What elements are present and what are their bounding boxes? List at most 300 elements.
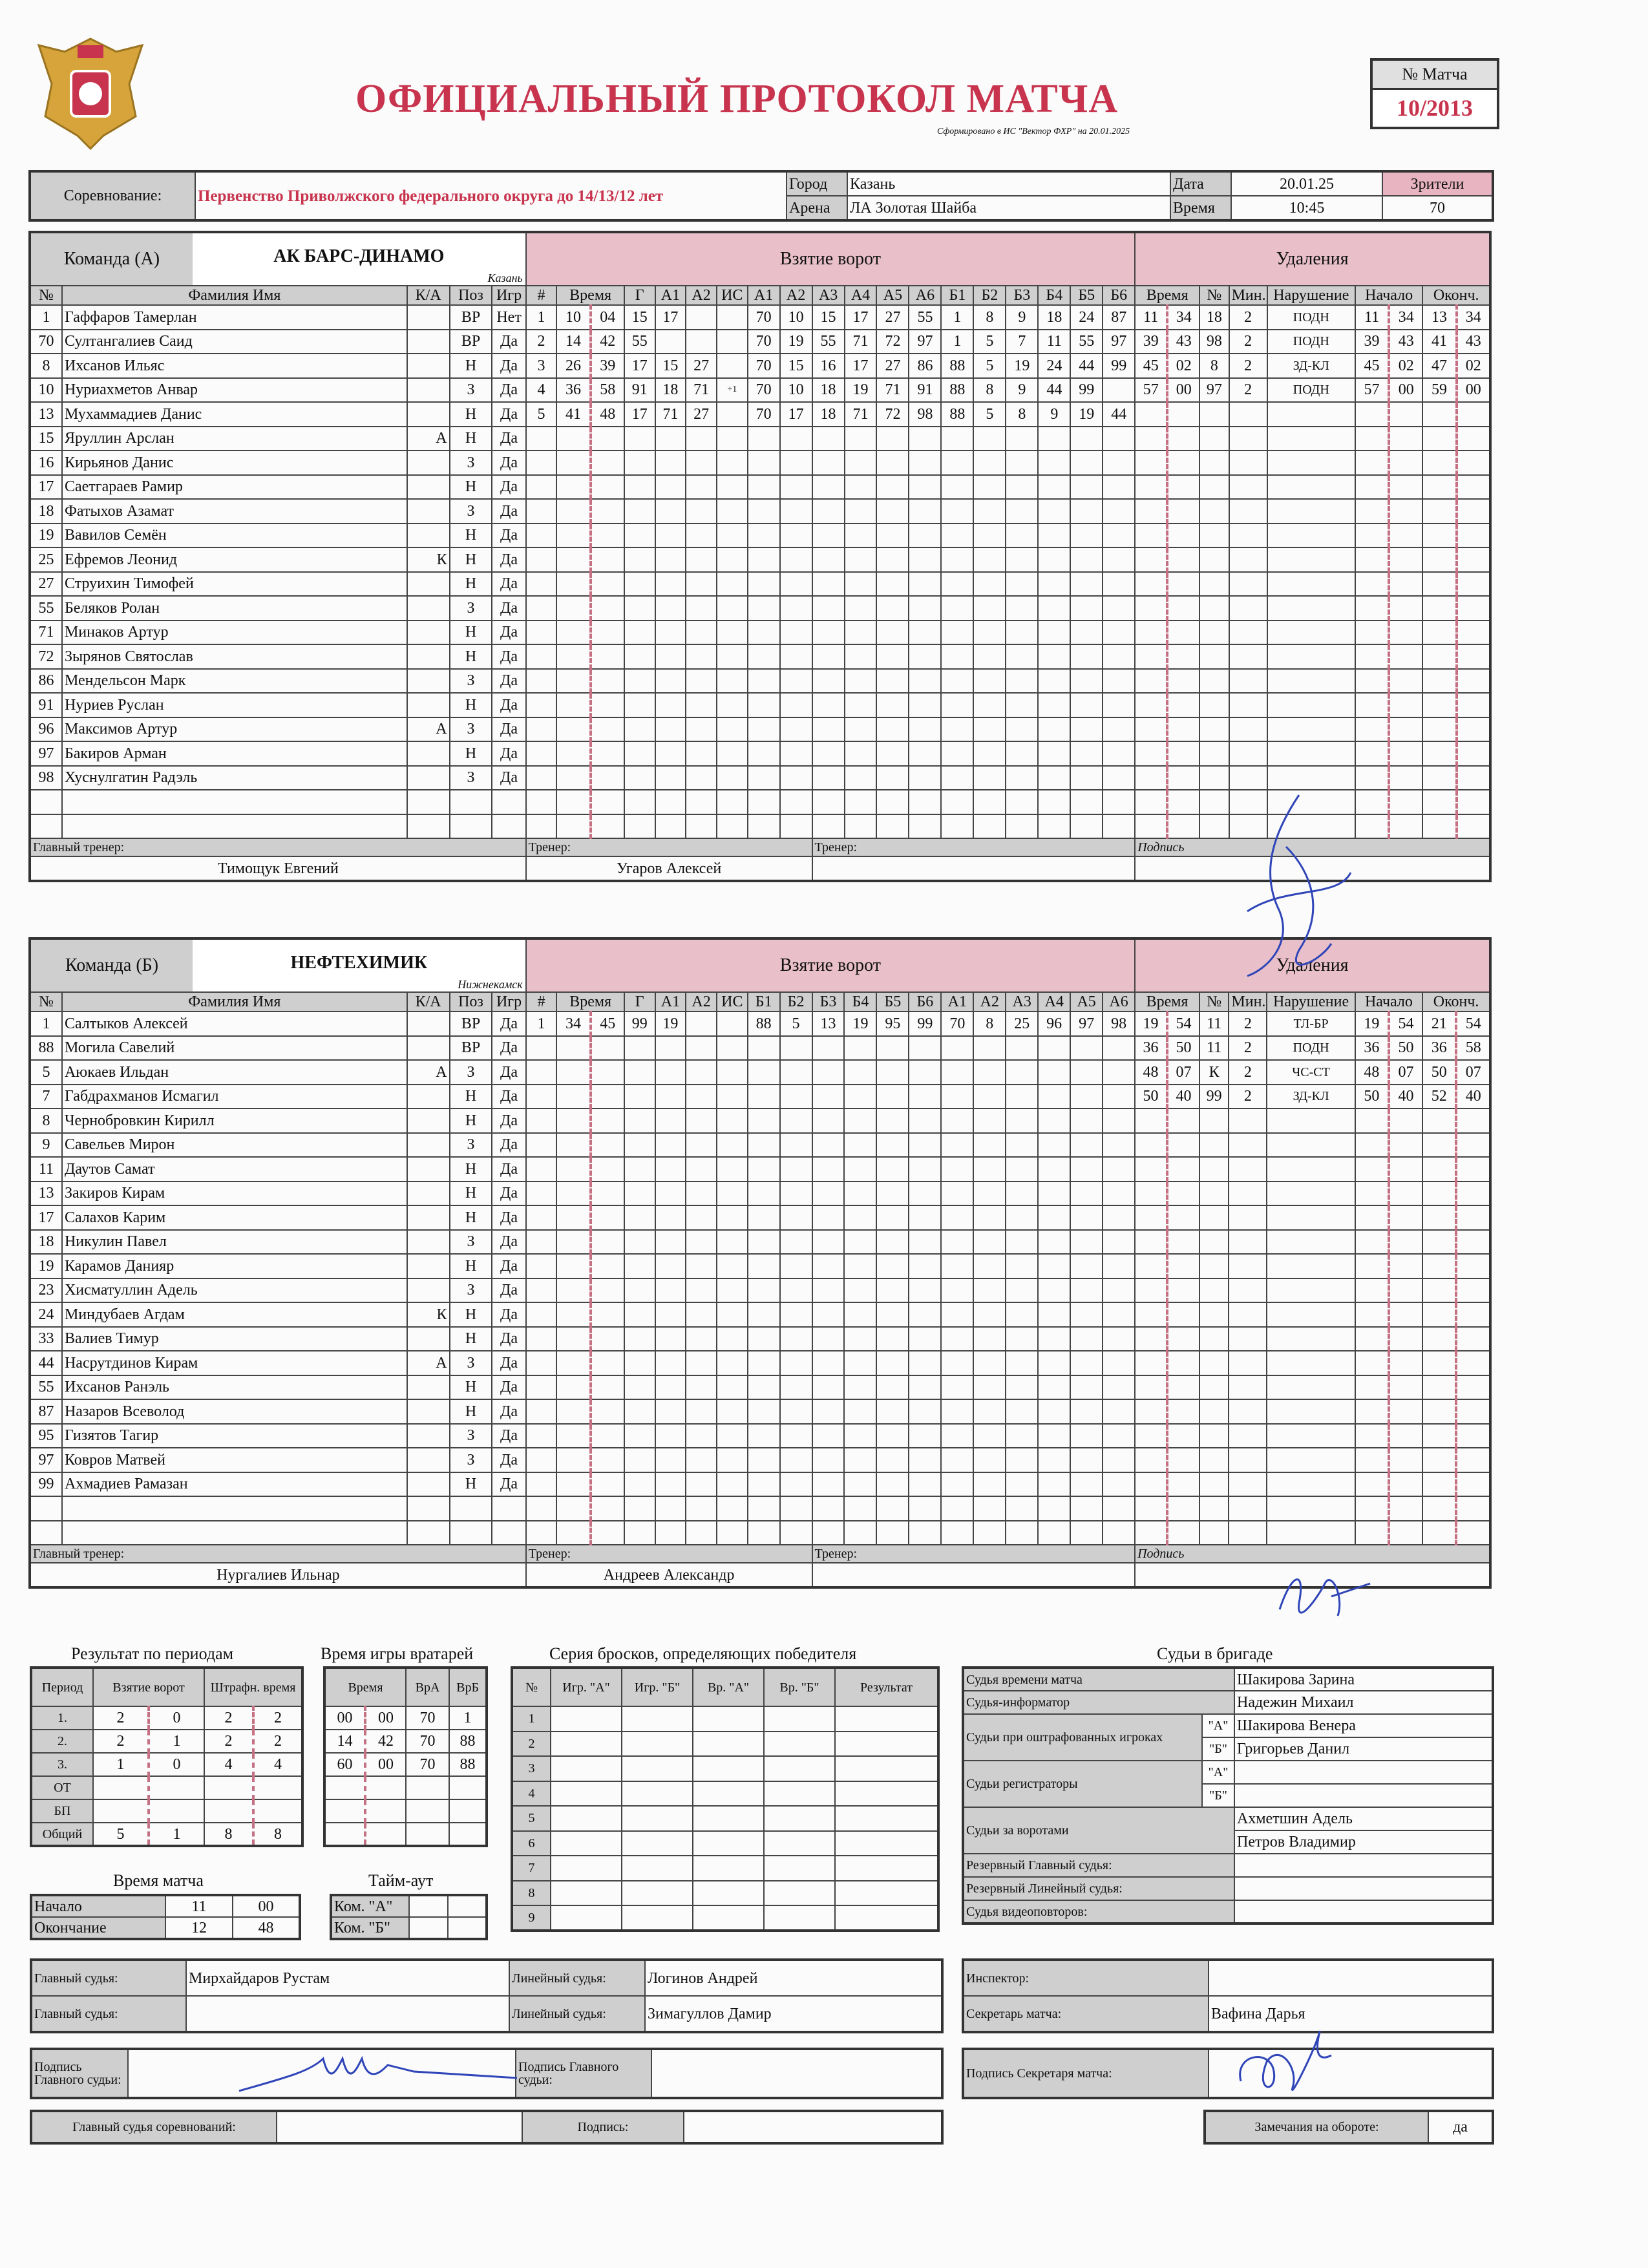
onice-player — [1038, 1036, 1070, 1061]
player-played — [492, 1521, 525, 1545]
goal-scorer — [624, 1496, 655, 1521]
goal-sec — [591, 693, 624, 717]
team_b-goals-title: Взятие ворот — [526, 938, 1135, 992]
pen-start-min: 45 — [1355, 354, 1389, 378]
player-pos: Н — [450, 1205, 492, 1230]
onice-player — [1038, 547, 1070, 572]
pen-end-min — [1422, 1424, 1456, 1448]
onice-player — [1006, 1302, 1038, 1327]
goal-scorer — [624, 1230, 655, 1255]
onice-player — [973, 1472, 1006, 1497]
onice-player — [1038, 1375, 1070, 1400]
onice-player — [1006, 1351, 1038, 1375]
col-period-goals: Взятие ворот — [93, 1668, 204, 1706]
player-number: 33 — [30, 1327, 62, 1351]
pen-code: ЗД-КЛ — [1267, 1085, 1355, 1109]
onice-player — [941, 1085, 973, 1109]
pen-sec — [1167, 1496, 1199, 1521]
player-name: Карамов Данияр — [62, 1254, 407, 1278]
goal-scorer — [624, 1302, 655, 1327]
onice-player — [812, 1133, 845, 1158]
informer-label: Судья-информатор — [963, 1691, 1234, 1714]
goal-situation — [717, 1424, 748, 1448]
pen-minutes — [1229, 1108, 1267, 1133]
goal-num — [526, 572, 557, 597]
goal-num — [526, 717, 557, 742]
goal-num — [526, 1278, 557, 1303]
competition-name: Первенство Приволжского федерального округа до 14/13/12 лет — [195, 171, 787, 220]
pen-start-sec — [1389, 1254, 1422, 1278]
pen-min — [1135, 1108, 1167, 1133]
period-row — [31, 1753, 302, 1776]
goal-min — [556, 1424, 590, 1448]
goal-situation — [717, 1302, 748, 1327]
pen-code — [1267, 402, 1355, 427]
onice-player — [1006, 741, 1038, 766]
onice-player — [748, 814, 780, 839]
goal-min — [556, 1182, 590, 1206]
player-ka — [407, 1496, 450, 1521]
onice-player — [1070, 547, 1103, 572]
timeout-b-label: Ком. "Б" — [331, 1917, 409, 1939]
onice-player — [780, 1278, 812, 1303]
goal-sec — [591, 1399, 624, 1424]
pen-minutes — [1229, 1399, 1267, 1424]
onice-player — [748, 572, 780, 597]
onice-player — [748, 1496, 780, 1521]
onice-player — [844, 1399, 876, 1424]
onice-player — [812, 1205, 845, 1230]
onice-player — [812, 1302, 845, 1327]
player-name: Миндубаев Агдам — [62, 1302, 407, 1327]
player-pos: Н — [450, 354, 492, 378]
player-pos: Н — [450, 1085, 492, 1109]
goal-a2 — [686, 1230, 717, 1255]
onice-player — [1006, 1496, 1038, 1521]
pen-minutes — [1229, 1302, 1267, 1327]
table-row — [30, 717, 1490, 742]
onice-player — [1038, 1133, 1070, 1158]
onice-player — [876, 717, 909, 742]
signature-main-referee — [233, 2046, 530, 2104]
goal-situation — [717, 1133, 748, 1158]
pen-sec — [1167, 1424, 1199, 1448]
player-ka: К — [407, 1302, 450, 1327]
table-row — [30, 1448, 1490, 1472]
goal-a1 — [655, 1521, 686, 1545]
player-pos: З — [450, 1278, 492, 1303]
pen-sec — [1167, 620, 1199, 645]
player-pos: Н — [450, 693, 492, 717]
goalie-a — [406, 1776, 449, 1799]
goal-a2: 71 — [686, 378, 717, 403]
onice-player — [1103, 427, 1135, 451]
goal-scorer — [624, 475, 655, 500]
period-goals-a: 1 — [93, 1753, 149, 1776]
onice-player — [1103, 741, 1135, 766]
pen-code — [1267, 1108, 1355, 1133]
pen-min — [1135, 1205, 1167, 1230]
goal-a2 — [686, 596, 717, 620]
goalie-min: 00 — [324, 1706, 365, 1730]
goal-sec — [591, 1448, 624, 1472]
onice-player — [1070, 1399, 1103, 1424]
table-row — [30, 1254, 1490, 1278]
table-row — [30, 547, 1490, 572]
goalie-sec — [365, 1823, 406, 1846]
pen-minutes: 2 — [1229, 1036, 1267, 1061]
onice-player — [812, 620, 845, 645]
onice-player — [909, 766, 941, 790]
onice-player — [876, 427, 909, 451]
pen-start-min — [1355, 547, 1389, 572]
onice-player — [876, 1278, 909, 1303]
player-name: Нуриахметов Анвар — [62, 378, 407, 403]
pen-start-sec — [1389, 1205, 1422, 1230]
player-played: Да — [492, 524, 525, 548]
goalie-b: 88 — [449, 1753, 487, 1776]
player-pos: З — [450, 1448, 492, 1472]
col-goal-3: А1 — [655, 992, 686, 1012]
referees-table — [962, 1666, 1494, 1925]
player-ka — [407, 1375, 450, 1400]
onice-player — [1006, 450, 1038, 475]
pen-end-sec: 40 — [1456, 1085, 1490, 1109]
onice-player — [1103, 547, 1135, 572]
onice-player — [780, 790, 812, 814]
player-number: 27 — [30, 572, 62, 597]
onice-player — [876, 1399, 909, 1424]
team_b-city: Нижнекамск — [458, 978, 523, 991]
goal-sec: 42 — [591, 330, 624, 354]
col-goal-4: А2 — [686, 992, 717, 1012]
goal-num — [526, 1521, 557, 1545]
player-name: Султангалиев Саид — [62, 330, 407, 354]
pen-player — [1199, 1230, 1229, 1255]
onice-player: 55 — [1070, 330, 1103, 354]
goal-min: 34 — [556, 1012, 590, 1036]
onice-player — [1103, 1157, 1135, 1182]
onice-player — [1070, 717, 1103, 742]
pen-start-min — [1355, 524, 1389, 548]
onice-player — [876, 814, 909, 839]
pen-sec — [1167, 402, 1199, 427]
onice-player — [1038, 1496, 1070, 1521]
onice-player — [1038, 620, 1070, 645]
onice-player — [1006, 1278, 1038, 1303]
player-ka — [407, 814, 450, 839]
goal-a1 — [655, 1036, 686, 1061]
onice-player — [1006, 1036, 1038, 1061]
team_b-head-coach: Нургалиев Ильнар — [30, 1563, 526, 1587]
shootout-row — [512, 1905, 938, 1931]
player-name: Валиев Тимур — [62, 1327, 407, 1351]
team_a-head-coach-label: Главный тренер: — [30, 838, 526, 856]
goalie-row — [324, 1753, 487, 1776]
table-row — [30, 378, 1490, 403]
onice-player: 9 — [1006, 305, 1038, 330]
goal-a1 — [655, 1254, 686, 1278]
period-pim-b: 2 — [253, 1730, 302, 1753]
goalie-a: 70 — [406, 1706, 449, 1730]
onice-player — [876, 693, 909, 717]
player-ka — [407, 1254, 450, 1278]
goal-min — [556, 1302, 590, 1327]
pen-end-min — [1422, 790, 1456, 814]
pen-start-min — [1355, 596, 1389, 620]
pen-code: ЧС-СТ — [1267, 1060, 1355, 1085]
onice-player: 44 — [1103, 402, 1135, 427]
pen-end-sec — [1457, 766, 1490, 790]
onice-player: 19 — [845, 378, 877, 403]
onice-player — [941, 1448, 973, 1472]
pen-player — [1199, 427, 1229, 451]
goal-a2 — [686, 717, 717, 742]
goal-a1 — [655, 766, 686, 790]
onice-player — [1070, 1085, 1103, 1109]
onice-player — [909, 475, 941, 500]
goal-min — [556, 620, 590, 645]
player-pos: Н — [450, 741, 492, 766]
onice-player — [1006, 693, 1038, 717]
goal-sec — [591, 524, 624, 548]
pen-sec: 40 — [1167, 1085, 1199, 1109]
onice-player — [941, 1351, 973, 1375]
player-ka — [407, 1012, 450, 1036]
pen-player — [1199, 547, 1229, 572]
player-pos: З — [450, 450, 492, 475]
goal-scorer — [624, 1157, 655, 1182]
col-shootout-3: Вр. "А" — [693, 1668, 764, 1706]
onice-player — [780, 1327, 812, 1351]
registrar-a-tag: "А" — [1202, 1761, 1234, 1784]
onice-player — [812, 741, 845, 766]
goal-num — [526, 1060, 557, 1085]
onice-player — [1006, 814, 1038, 839]
pen-sec — [1167, 1472, 1199, 1497]
team_a-name: АК БАРС-ДИНАМО — [273, 246, 445, 266]
player-name: Аюкаев Ильдан — [62, 1060, 407, 1085]
pen-start-min — [1355, 1399, 1389, 1424]
goal-scorer — [624, 499, 655, 524]
pen-end-min — [1422, 669, 1456, 694]
pen-code — [1267, 1278, 1355, 1303]
onice-player — [845, 427, 877, 451]
pen-start-min — [1355, 1133, 1389, 1158]
onice-player — [1070, 1036, 1103, 1061]
goal-situation — [717, 669, 748, 694]
pen-start-sec — [1389, 1157, 1422, 1182]
onice-player — [876, 620, 909, 645]
onice-player: 27 — [876, 354, 909, 378]
player-ka — [407, 1448, 450, 1472]
onice-player — [876, 572, 909, 597]
period-goals-b: 1 — [149, 1730, 204, 1753]
player-number: 25 — [30, 547, 62, 572]
onice-player — [1006, 524, 1038, 548]
onice-player — [876, 1424, 909, 1448]
goalie-sec — [365, 1776, 406, 1799]
pen-minutes — [1229, 1230, 1267, 1255]
main-ref-label: Главный судья: — [31, 1960, 186, 1996]
goal-a2 — [686, 330, 717, 354]
goal-a1 — [655, 1448, 686, 1472]
table-row — [30, 1230, 1490, 1255]
goal-num — [526, 1424, 557, 1448]
player-pos: Н — [450, 1399, 492, 1424]
pen-end-sec — [1457, 547, 1490, 572]
team_a-label: Команда (А) — [31, 233, 193, 285]
pen-start-min: 39 — [1355, 330, 1389, 354]
onice-player: 18 — [1038, 305, 1070, 330]
onice-player: 70 — [941, 1012, 973, 1036]
pen-code — [1267, 693, 1355, 717]
pen-sec — [1167, 1448, 1199, 1472]
col-pen-time: Время — [1135, 992, 1199, 1012]
goal-min — [556, 814, 590, 839]
goal-a2 — [686, 693, 717, 717]
onice-player — [876, 766, 909, 790]
goal-num — [526, 790, 557, 814]
pen-end-sec — [1457, 644, 1490, 669]
pen-end-min — [1422, 766, 1456, 790]
goal-a2 — [686, 1182, 717, 1206]
onice-player — [780, 499, 812, 524]
onice-player — [973, 1448, 1006, 1472]
onice-player: 97 — [1070, 1012, 1103, 1036]
pen-start-min — [1355, 1205, 1389, 1230]
goal-sec — [591, 596, 624, 620]
onice-player — [844, 1472, 876, 1497]
goal-a1: 18 — [655, 378, 686, 403]
onice-player — [1038, 1085, 1070, 1109]
goal-scorer: 99 — [624, 1012, 655, 1036]
onice-player — [844, 1448, 876, 1472]
player-played: Да — [492, 1327, 525, 1351]
goal-min — [556, 1399, 590, 1424]
pen-sec — [1167, 1399, 1199, 1424]
pen-minutes — [1229, 1157, 1267, 1182]
pen-end-min — [1422, 1472, 1456, 1497]
goal-a1 — [655, 1278, 686, 1303]
pen-minutes: 2 — [1229, 1085, 1267, 1109]
onice-player — [973, 620, 1006, 645]
onice-player — [973, 1424, 1006, 1448]
period-name: Общий — [31, 1823, 93, 1846]
pen-end-min — [1422, 814, 1456, 839]
pen-start-sec — [1389, 1230, 1422, 1255]
onice-player — [780, 596, 812, 620]
goal-a1 — [655, 450, 686, 475]
pen-code — [1267, 717, 1355, 742]
player-name: Ахмадиев Рамазан — [62, 1472, 407, 1497]
goal-scorer — [624, 766, 655, 790]
player-played: Да — [492, 1448, 525, 1472]
goal-sec — [591, 1521, 624, 1545]
onice-player — [1038, 1254, 1070, 1278]
pen-code — [1267, 1133, 1355, 1158]
onice-player — [1006, 1521, 1038, 1545]
onice-player — [844, 1254, 876, 1278]
pen-end-sec — [1456, 1327, 1490, 1351]
onice-player — [1006, 1108, 1038, 1133]
goal-a1 — [655, 475, 686, 500]
goal-a1 — [655, 547, 686, 572]
pen-end-sec — [1456, 1254, 1490, 1278]
player-number — [30, 1496, 62, 1521]
onice-player — [941, 1278, 973, 1303]
onice-player — [1006, 547, 1038, 572]
onice-player — [748, 1399, 780, 1424]
pen-end-sec — [1457, 499, 1490, 524]
pen-code — [1267, 572, 1355, 597]
goal-situation — [717, 1205, 748, 1230]
onice-player — [1006, 766, 1038, 790]
pen-start-sec — [1389, 814, 1422, 839]
pen-end-sec — [1457, 814, 1490, 839]
table-row — [30, 693, 1490, 717]
pen-minutes — [1229, 1424, 1267, 1448]
pen-minutes — [1229, 1254, 1267, 1278]
pen-min — [1135, 644, 1167, 669]
onice-player: 72 — [876, 402, 909, 427]
pen-min — [1135, 572, 1167, 597]
shootout-num: 7 — [512, 1856, 551, 1881]
pen-end-sec — [1456, 1521, 1490, 1545]
pen-min — [1135, 620, 1167, 645]
goal-a2 — [686, 1375, 717, 1400]
goal-sec — [591, 1157, 624, 1182]
onice-player: 72 — [876, 330, 909, 354]
goalie-b: 1 — [449, 1706, 487, 1730]
player-pos: З — [450, 596, 492, 620]
onice-player: 55 — [909, 305, 941, 330]
pen-sec — [1167, 1230, 1199, 1255]
onice-player: 7 — [1006, 330, 1038, 354]
team_a-coach: Угаров Алексей — [526, 856, 812, 881]
goal-situation — [717, 1278, 748, 1303]
pen-start-sec — [1389, 1182, 1422, 1206]
goal-a2 — [686, 1327, 717, 1351]
player-played: Да — [492, 402, 525, 427]
pen-sec — [1167, 790, 1199, 814]
pen-code — [1267, 427, 1355, 451]
goal-num — [526, 1205, 557, 1230]
player-ka — [407, 475, 450, 500]
pen-player — [1199, 1108, 1229, 1133]
pen-player — [1199, 669, 1229, 694]
goal-a2 — [686, 1085, 717, 1109]
date-value: 20.01.25 — [1231, 171, 1382, 196]
main-ref2-label: Главный судья: — [31, 1996, 186, 2032]
pen-end-min — [1422, 1108, 1456, 1133]
pen-minutes — [1229, 402, 1267, 427]
onice-player — [748, 1133, 780, 1158]
player-played: Да — [492, 741, 525, 766]
onice-player: 97 — [909, 330, 941, 354]
onice-player — [909, 572, 941, 597]
onice-player — [973, 1327, 1006, 1351]
pen-end-min: 36 — [1422, 1036, 1456, 1061]
goalie-min: 60 — [324, 1753, 365, 1776]
goal-situation — [717, 1327, 748, 1351]
onice-player — [1070, 1521, 1103, 1545]
onice-player: 95 — [876, 1012, 909, 1036]
pen-end-sec — [1456, 1472, 1490, 1497]
pen-end-min: 41 — [1422, 330, 1456, 354]
onice-player — [845, 475, 877, 500]
onice-player — [1070, 1157, 1103, 1182]
